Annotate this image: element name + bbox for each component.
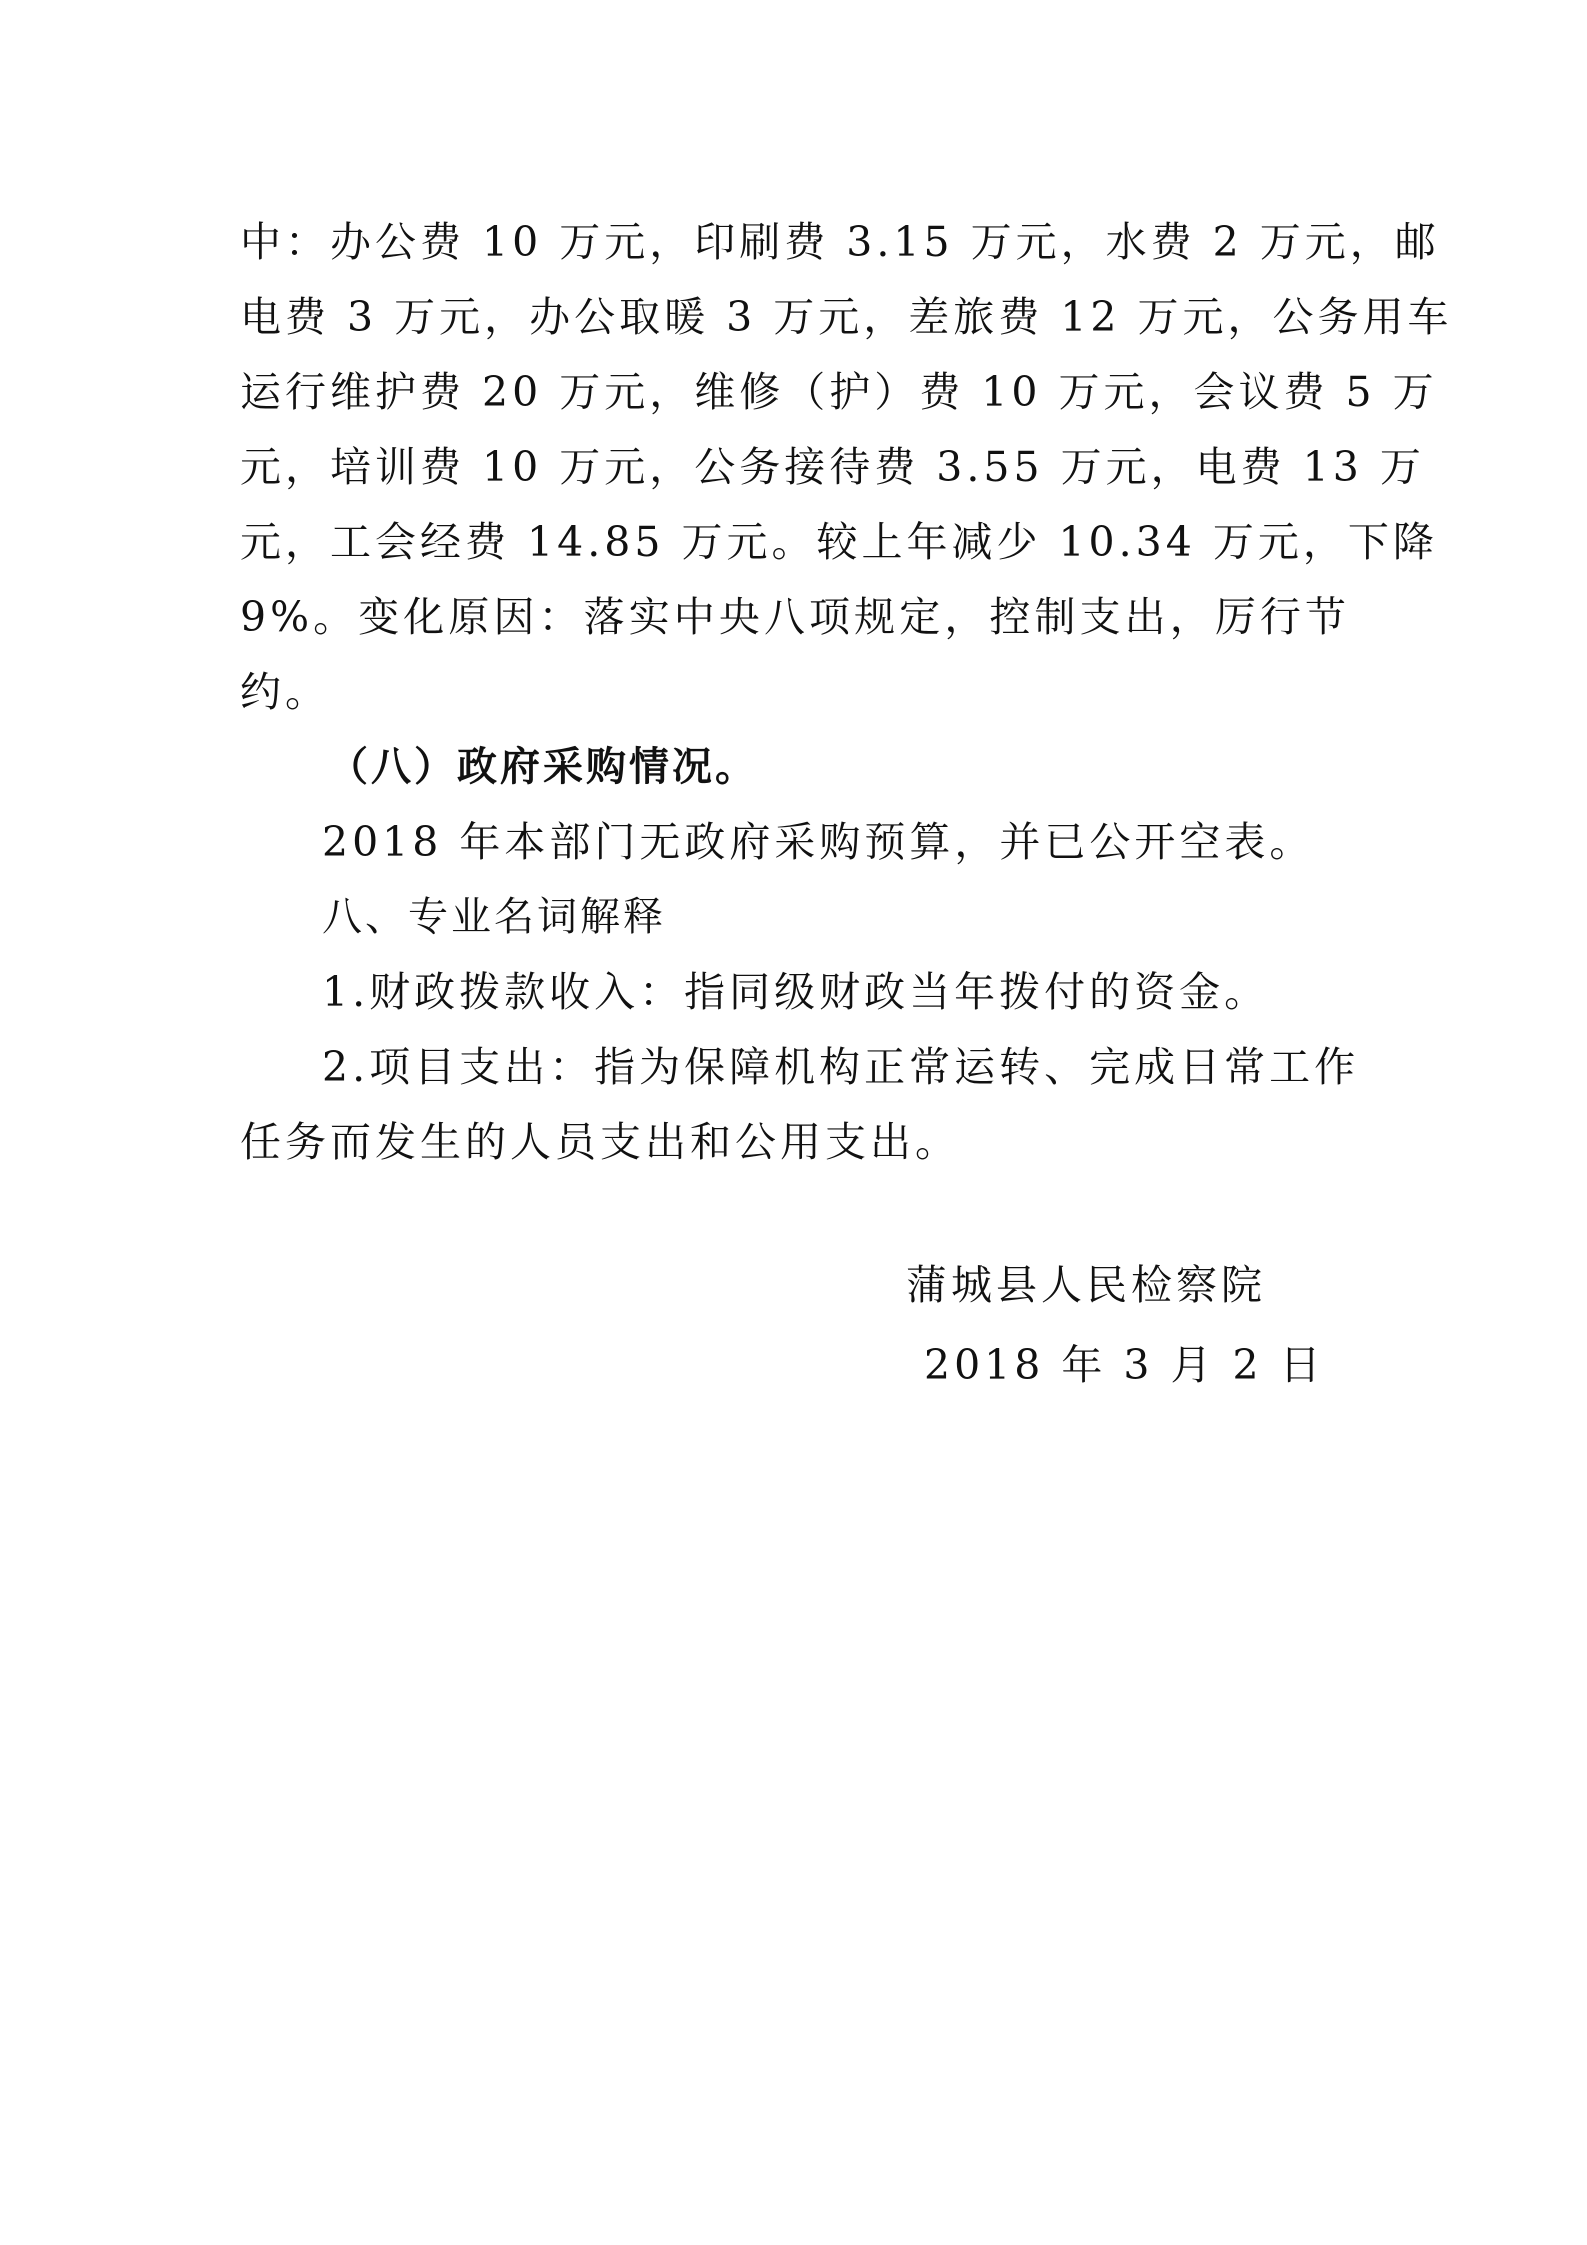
- expenses-paragraph: [240, 205, 1453, 730]
- section-heading-glossary: 八、专业名词解释: [322, 894, 666, 940]
- paragraph-line: 约。: [240, 668, 330, 716]
- paragraph-line: 任务而发生的人员支出和公用支出。: [240, 1118, 960, 1166]
- paragraph-line: 运行维护费 20 万元，维修（护）费 10 万元，会议费 5 万: [240, 368, 1438, 416]
- section-heading-procurement: （八）政府采购情况。: [328, 744, 758, 790]
- paragraph-line: 2.项目支出：指为保障机构正常运转、完成日常工作: [322, 1043, 1360, 1091]
- signature-block: [906, 1245, 1326, 1405]
- document-body: [240, 205, 1453, 1180]
- paragraph-line: 电费 3 万元，办公取暖 3 万元，差旅费 12 万元，公务用车: [240, 293, 1453, 341]
- signature-date: 2018 年 3 月 2 日: [924, 1341, 1325, 1389]
- paragraph-line: 中：办公费 10 万元，印刷费 3.15 万元，水费 2 万元，邮: [240, 218, 1440, 266]
- glossary-item-fiscal-income: 1.财政拨款收入：指同级财政当年拨付的资金。: [322, 968, 1270, 1016]
- paragraph-line: 元，工会经费 14.85 万元。较上年减少 10.34 万元，下降: [240, 518, 1438, 566]
- procurement-text: 2018 年本部门无政府采购预算，并已公开空表。: [322, 818, 1315, 866]
- glossary-item-project-expenditure: [240, 1030, 1360, 1180]
- paragraph-line: 元，培训费 10 万元，公务接待费 3.55 万元，电费 13 万: [240, 443, 1425, 491]
- signature-organization: 蒲城县人民检察院: [906, 1261, 1266, 1309]
- paragraph-line: 9%。变化原因：落实中央八项规定，控制支出，厉行节: [240, 593, 1350, 641]
